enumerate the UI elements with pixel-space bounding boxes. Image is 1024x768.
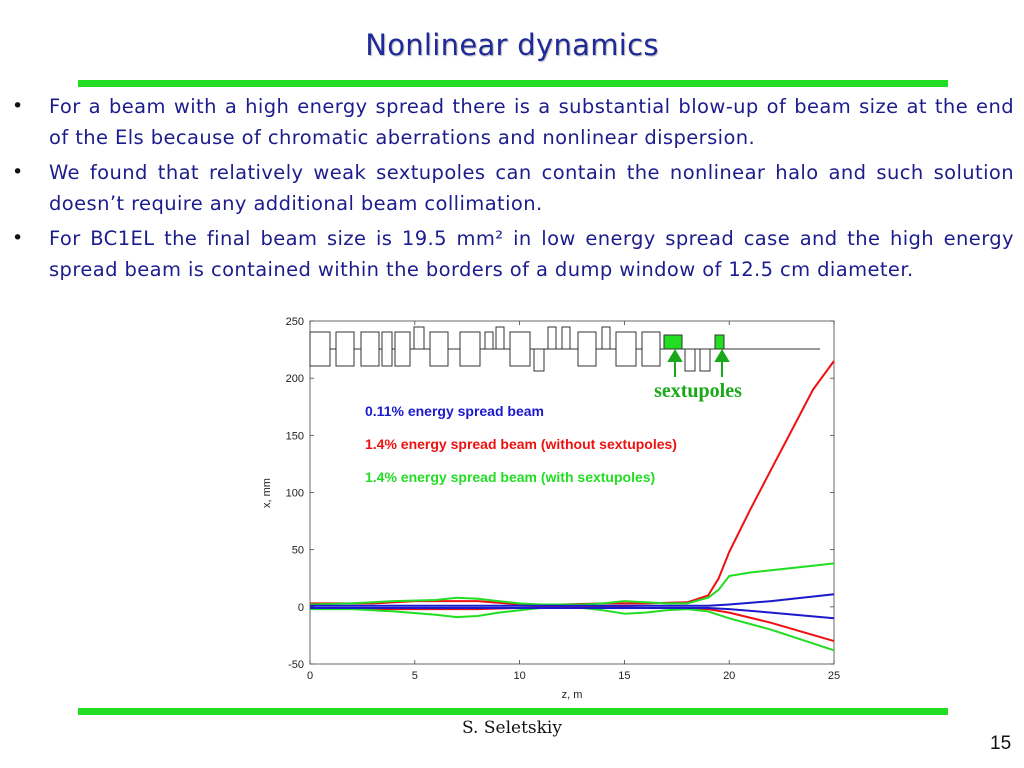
magnet-element xyxy=(414,327,424,349)
bullet-list xyxy=(8,91,1014,289)
magnet-element xyxy=(548,327,556,349)
beam-envelope-chart xyxy=(240,305,850,705)
bullet-text: For a beam with a high energy spread there is a substantial blow-up of beam size at the end of the Els because of chromatic aberrations and nonlinear dispersion. xyxy=(49,95,1014,149)
magnet-element xyxy=(382,332,392,366)
y-tick-label: 150 xyxy=(285,430,304,443)
x-tick-labels xyxy=(307,670,840,682)
magnet-element xyxy=(602,327,610,349)
y-tick-label: 50 xyxy=(291,544,304,557)
magnet-element xyxy=(685,349,695,371)
x-tick-label: 5 xyxy=(411,670,418,682)
legend-entry: 0.11% energy spread beam xyxy=(365,403,544,419)
sextupole-element xyxy=(664,335,682,349)
magnet-element xyxy=(430,332,448,366)
x-tick-label: 25 xyxy=(827,670,841,682)
page-number: 15 xyxy=(990,733,1012,754)
magnet-element xyxy=(310,332,330,366)
bullet-dot: • xyxy=(12,95,24,117)
magnet-element xyxy=(616,332,636,366)
bottom-divider-bar xyxy=(78,708,948,715)
magnet-element xyxy=(562,327,570,349)
magnet-element xyxy=(361,332,379,366)
bullet-text: For BC1EL the final beam size is 19.5 mm² in low energy spread case and the high energy spread beam is contained within the borders of a dump window of 12.5 cm diameter. xyxy=(49,227,1014,281)
x-tick-label: 10 xyxy=(513,670,526,682)
x-tick-label: 15 xyxy=(618,670,631,682)
slide-title: Nonlinear dynamics xyxy=(365,28,659,62)
x-axis-label: z, m xyxy=(561,689,583,701)
magnet-element xyxy=(510,332,530,366)
magnet-element xyxy=(700,349,710,371)
bullet-item xyxy=(8,223,1014,285)
sextupoles-annotation: sextupoles xyxy=(654,380,742,402)
y-tick-label: 0 xyxy=(297,601,304,614)
y-tick-labels xyxy=(286,316,304,671)
legend-entry: 1.4% energy spread beam (with sextupoles) xyxy=(365,469,656,485)
bullet-dot: • xyxy=(12,161,24,183)
magnet-element xyxy=(336,332,354,366)
y-tick-label: 250 xyxy=(285,316,304,328)
top-divider-bar xyxy=(78,80,948,87)
y-tick-label: 100 xyxy=(285,487,304,500)
bullet-item xyxy=(8,91,1014,153)
bullet-dot: • xyxy=(12,227,24,249)
magnet-element xyxy=(460,332,480,366)
plot-frame xyxy=(310,321,834,664)
y-tick-label: -50 xyxy=(288,659,304,671)
magnet-element xyxy=(395,332,410,366)
magnet-element xyxy=(578,332,596,366)
sextupole-element xyxy=(715,335,724,349)
x-tick-label: 0 xyxy=(306,670,314,682)
bullet-item xyxy=(8,157,1014,219)
author-footer: S. Seletskiy xyxy=(462,718,562,738)
legend-entry: 1.4% energy spread beam (without sextupoles) xyxy=(365,436,677,452)
magnet-element xyxy=(642,332,660,366)
y-axis-label: x, mm xyxy=(261,478,273,508)
y-tick-label: 200 xyxy=(285,373,304,386)
magnet-element xyxy=(496,327,504,349)
bullet-text: We found that relatively weak sextupoles can contain the nonlinear halo and such solution doesn’t require any additional beam collimation. xyxy=(49,161,1014,215)
x-tick-label: 20 xyxy=(723,670,736,682)
magnet-element xyxy=(534,349,544,371)
magnet-element xyxy=(485,332,493,349)
